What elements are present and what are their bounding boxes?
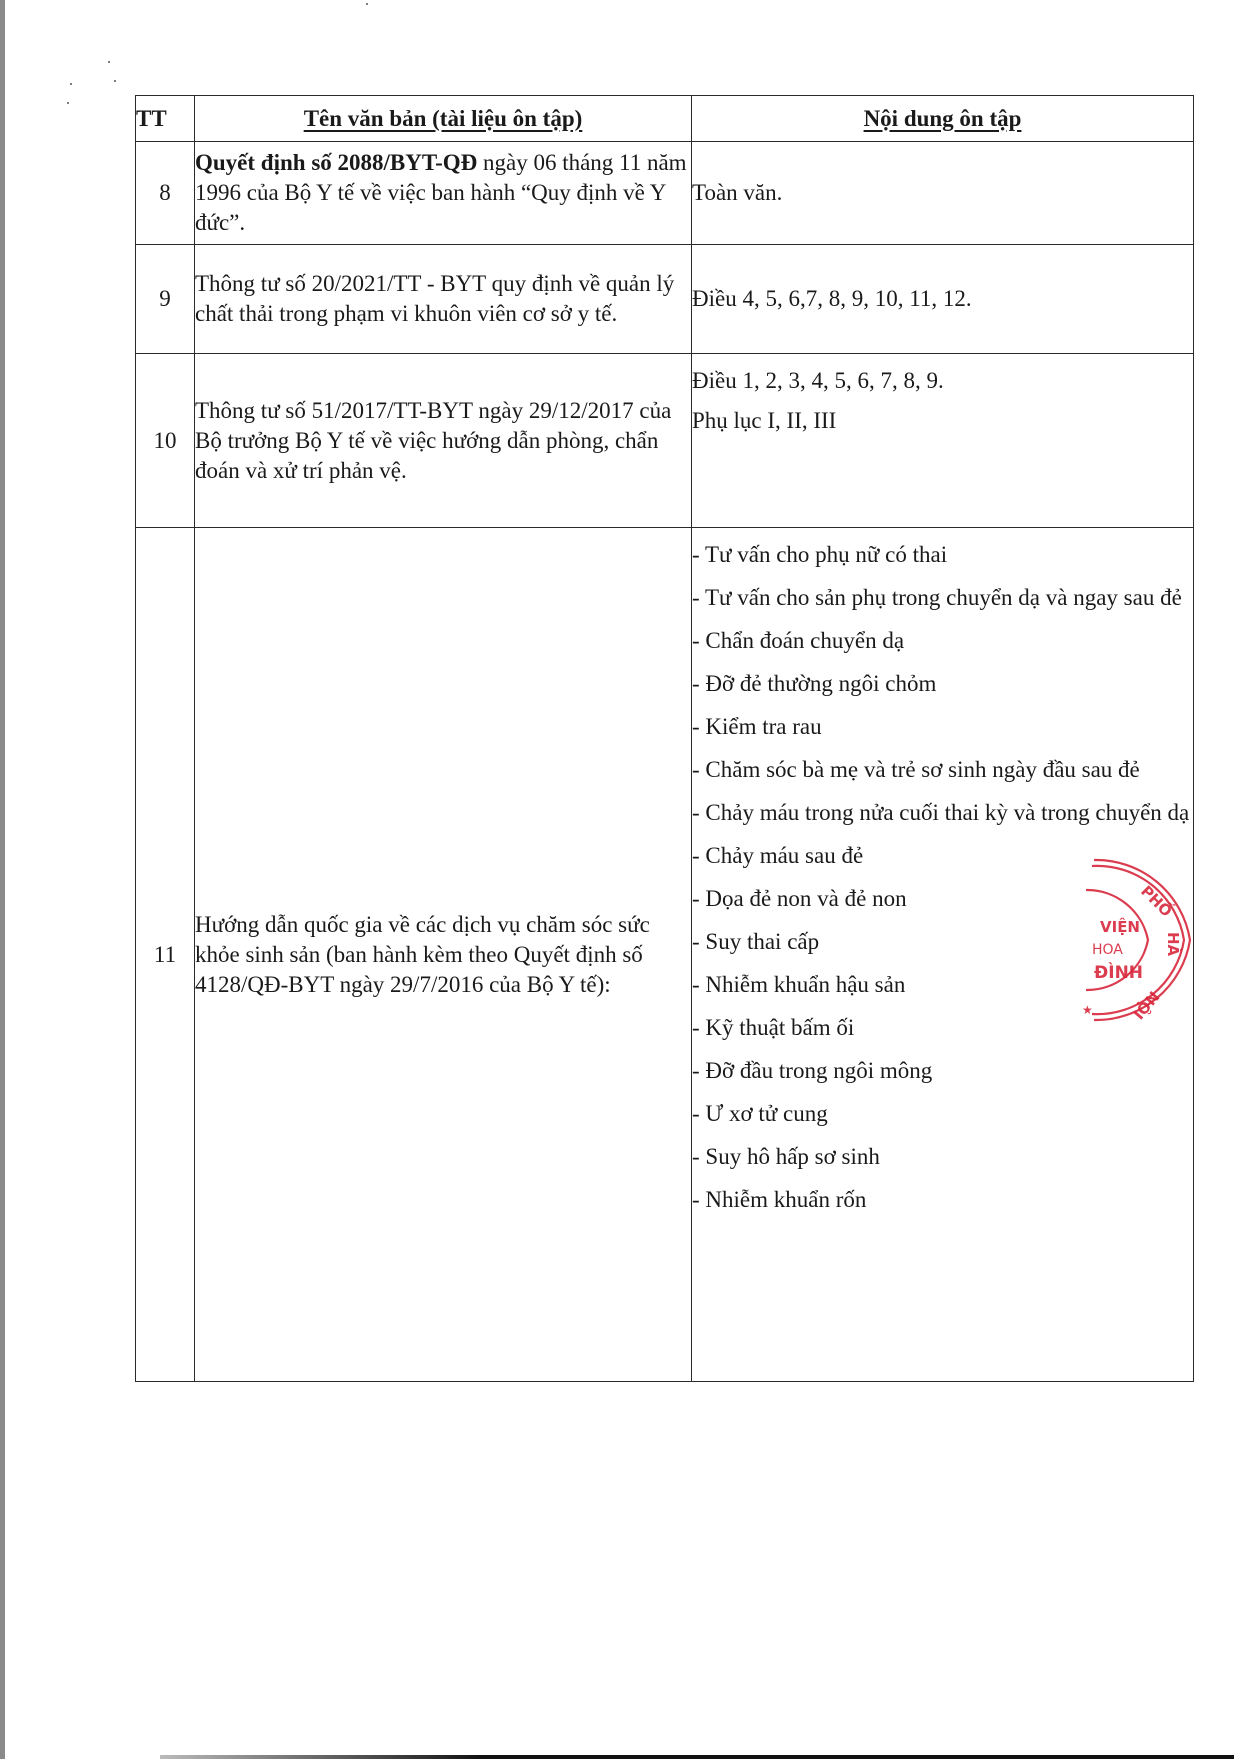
stamp-text-outer-1: PHỐ	[1137, 882, 1176, 921]
document-name-rest: Thông tư số 51/2017/TT-BYT ngày 29/12/2017 của Bộ trưởng Bộ Y tế về việc hướng dẫn phòng, chẩn đoán và xử trí phản vệ.	[195, 397, 672, 483]
content-item: - Đỡ đầu trong ngôi mông	[692, 1058, 933, 1083]
content-item: - Dọa đẻ non và đẻ non	[692, 886, 907, 911]
content-item: - Kiểm tra rau	[692, 714, 822, 739]
document-name	[195, 142, 692, 245]
content-item: - Chăm sóc bà mẹ và trẻ sơ sinh ngày đầu sau đẻ	[692, 757, 1140, 782]
content-item: - Suy hô hấp sơ sinh	[692, 1144, 880, 1169]
review-content	[692, 142, 1194, 245]
scan-edge-bottom	[160, 1755, 1234, 1759]
scan-speck	[67, 102, 69, 104]
stamp-text-outer-2: HÀ	[1164, 932, 1182, 957]
document-name	[195, 354, 692, 528]
content-line: Điều 1, 2, 3, 4, 5, 6, 7, 8, 9.	[692, 368, 944, 393]
row-number: 11	[136, 528, 195, 1382]
scan-speck	[108, 61, 110, 63]
scan-speck	[366, 3, 368, 5]
table-row	[136, 528, 1194, 1382]
scan-speck	[114, 80, 116, 82]
row-number: 8	[136, 142, 195, 245]
content-item: - Chảy máu trong nửa cuối thai kỳ và trong chuyển dạ	[692, 800, 1190, 825]
stamp-text-inner-1: VIỆN	[1100, 918, 1140, 936]
document-name	[195, 245, 692, 354]
document-name-rest: Hướng dẫn quốc gia về các dịch vụ chăm sóc sức khỏe sinh sản (ban hành kèm theo Quyết định số 4128/QĐ-BYT ngày 29/7/2016 của Bộ Y tế):	[195, 911, 650, 997]
header-tt: TT	[136, 96, 195, 142]
content-item: - Tư vấn cho phụ nữ có thai	[692, 542, 948, 567]
table-row	[136, 354, 1194, 528]
stamp-star-icon: ★	[1082, 1003, 1093, 1017]
stamp-text-outer-3: NỘI	[1129, 987, 1163, 1023]
table-row	[136, 245, 1194, 354]
row-number: 9	[136, 245, 195, 354]
stamp-text-inner-2: HOA	[1092, 942, 1123, 958]
content-line: Phụ lục I, II, III	[692, 408, 837, 433]
review-content	[692, 354, 1194, 528]
table-row	[136, 142, 1194, 245]
header-content-label: Nội dung ôn tập	[863, 105, 1022, 131]
stamp-text-inner-3: ĐÌNH	[1094, 963, 1144, 983]
review-content	[692, 528, 1194, 1382]
content-item: - Chảy máu sau đẻ	[692, 843, 864, 868]
review-content	[692, 245, 1194, 354]
document-name-rest: Thông tư số 20/2021/TT - BYT quy định về quản lý chất thải trong phạm vi khuôn viên cơ sở y tế.	[195, 271, 675, 326]
header-name-label: Tên văn bản (tài liệu ôn tập)	[303, 105, 583, 131]
content-item: - Nhiễm khuẩn hậu sản	[692, 972, 906, 997]
content-item: - Kỹ thuật bấm ối	[692, 1015, 855, 1040]
table-header-row	[136, 96, 1194, 142]
header-content	[692, 96, 1194, 142]
content-item: - Tư vấn cho sản phụ trong chuyển dạ và ngay sau đẻ	[692, 585, 1182, 610]
scan-speck	[70, 83, 72, 85]
content-item: - Suy thai cấp	[692, 929, 820, 954]
document-name-rest: ngày 06 tháng 11 năm 1996 của Bộ Y tế về việc ban hành “Quy định về Y đức”.	[195, 150, 687, 235]
content-line: Điều 4, 5, 6,7, 8, 9, 10, 11, 12.	[692, 286, 972, 311]
header-name	[195, 96, 692, 142]
document-name-bold: Quyết định số 2088/BYT-QĐ	[195, 150, 478, 175]
document-name	[195, 528, 692, 1382]
content-item: - Nhiễm khuẩn rốn	[692, 1187, 867, 1212]
row-number: 10	[136, 354, 195, 528]
content-item: - Chẩn đoán chuyển dạ	[692, 628, 905, 653]
scan-edge-left	[0, 0, 5, 1759]
content-line: Toàn văn.	[692, 180, 783, 205]
review-materials-table	[135, 95, 1194, 1382]
content-item: - Đỡ đẻ thường ngôi chỏm	[692, 671, 937, 696]
content-item: - Ư xơ tử cung	[692, 1101, 828, 1126]
